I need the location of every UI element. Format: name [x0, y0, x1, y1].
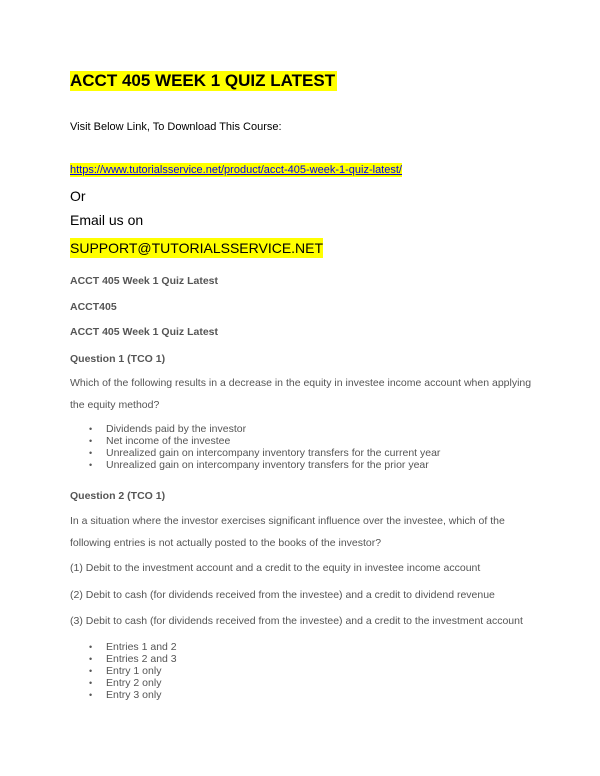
bullet-icon: • [89, 424, 93, 434]
bullet-icon: • [89, 678, 93, 688]
bullet-icon: • [89, 642, 93, 652]
list-item: • Unrealized gain on intercompany inventory transfers for the current year [89, 447, 441, 459]
question-2-entry-2: (2) Debit to cash (for dividends received from the investee) and a credit to dividend revenue [70, 589, 495, 601]
course-download-link[interactable]: https://www.tutorialsservice.net/product/acct-405-week-1-quiz-latest/ [70, 164, 402, 176]
question-1-label: Question 1 (TCO 1) [70, 353, 166, 365]
question-2-options [70, 641, 177, 701]
course-subheading: ACCT 405 Week 1 Quiz Latest [70, 326, 219, 338]
question-2-entry-1: (1) Debit to the investment account and a credit to the equity in investee income account [70, 562, 481, 574]
question-2-label: Question 2 (TCO 1) [70, 490, 166, 502]
question-1-options [70, 423, 440, 471]
question-2-text: In a situation where the investor exercises significant influence over the investee, which of the following entries is not actually posted to the books of the investor? [70, 515, 505, 549]
list-item: • Entry 1 only [89, 665, 162, 677]
course-heading: ACCT 405 Week 1 Quiz Latest [70, 275, 219, 287]
list-item: • Dividends paid by the investor [89, 423, 247, 435]
list-item: • Unrealized gain on intercompany inventory transfers for the prior year [89, 459, 429, 471]
support-email: SUPPORT@TUTORIALSSERVICE.NET [70, 240, 324, 256]
bullet-icon: • [89, 666, 93, 676]
document-title: ACCT 405 WEEK 1 QUIZ LATEST [70, 71, 336, 90]
list-item: • Entries 2 and 3 [89, 653, 177, 665]
list-item: • Entry 3 only [89, 689, 162, 701]
list-item: • Entries 1 and 2 [89, 641, 177, 653]
email-label: Email us on [70, 212, 144, 228]
bullet-icon: • [89, 654, 93, 664]
or-text: Or [70, 188, 86, 204]
question-1-text: Which of the following results in a decrease in the equity in investee income account when applying the equity method? [70, 377, 532, 411]
bullet-icon: • [89, 460, 93, 470]
list-item: • Net income of the investee [89, 435, 231, 447]
list-item: • Entry 2 only [89, 677, 162, 689]
course-code: ACCT405 [70, 301, 117, 313]
bullet-icon: • [89, 448, 93, 458]
bullet-icon: • [89, 436, 93, 446]
question-2-entry-3: (3) Debit to cash (for dividends received from the investee) and a credit to the investment account [70, 615, 523, 627]
download-intro-text: Visit Below Link, To Download This Course: [70, 121, 282, 133]
bullet-icon: • [89, 690, 93, 700]
